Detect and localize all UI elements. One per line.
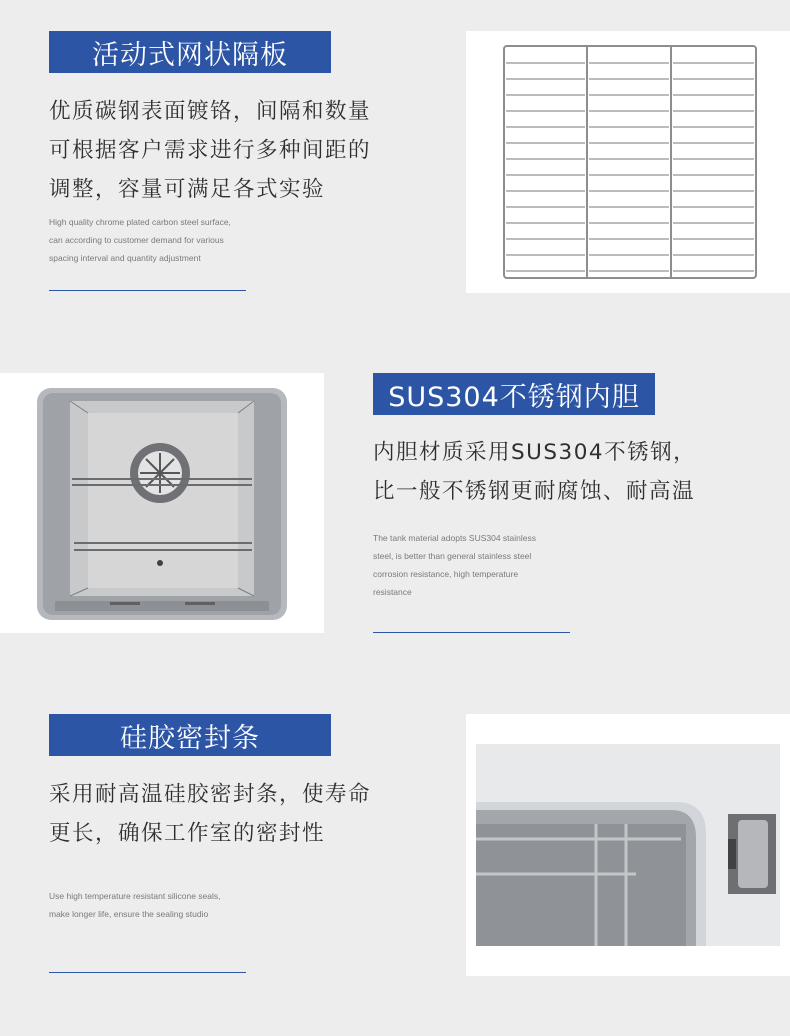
- section-title: 活动式网状隔板: [92, 39, 288, 71]
- section-description: 优质碳钢表面镀铬，间隔和数量 可根据客户需求进行多种间距的 调整，容量可满足各式实验: [49, 99, 372, 202]
- stainless-inner-chamber-image: [0, 373, 324, 633]
- section-title-badge: [49, 31, 331, 73]
- section-title-badge: [49, 714, 331, 756]
- section-title: SUS304不锈钢内胆: [388, 381, 640, 413]
- section-description: 内胆材质采用SUS304不锈钢， 比一般不锈钢更耐腐蚀、耐高温: [373, 440, 697, 504]
- section-underline: [373, 632, 570, 633]
- wire-shelf-grid-image: [466, 31, 790, 293]
- section-title-badge: [373, 373, 655, 415]
- silicone-seal-closeup-image: [466, 714, 790, 976]
- section-english-text: The tank material adopts SUS304 stainless steel, is better than general stainless steel corrosion resistance, high temperature resistance: [373, 533, 537, 597]
- section-title: 硅胶密封条: [120, 722, 260, 754]
- section-english-text: High quality chrome plated carbon steel surface, can according to customer demand for various spacing interval and quantity adjustment: [49, 217, 231, 263]
- section-english-text: Use high temperature resistant silicone seals, make longer life, ensure the sealing studio: [49, 891, 221, 919]
- section-underline: [49, 290, 246, 291]
- section-underline: [49, 972, 246, 973]
- section-description: 采用耐高温硅胶密封条，使寿命 更长，确保工作室的密封性: [49, 782, 372, 846]
